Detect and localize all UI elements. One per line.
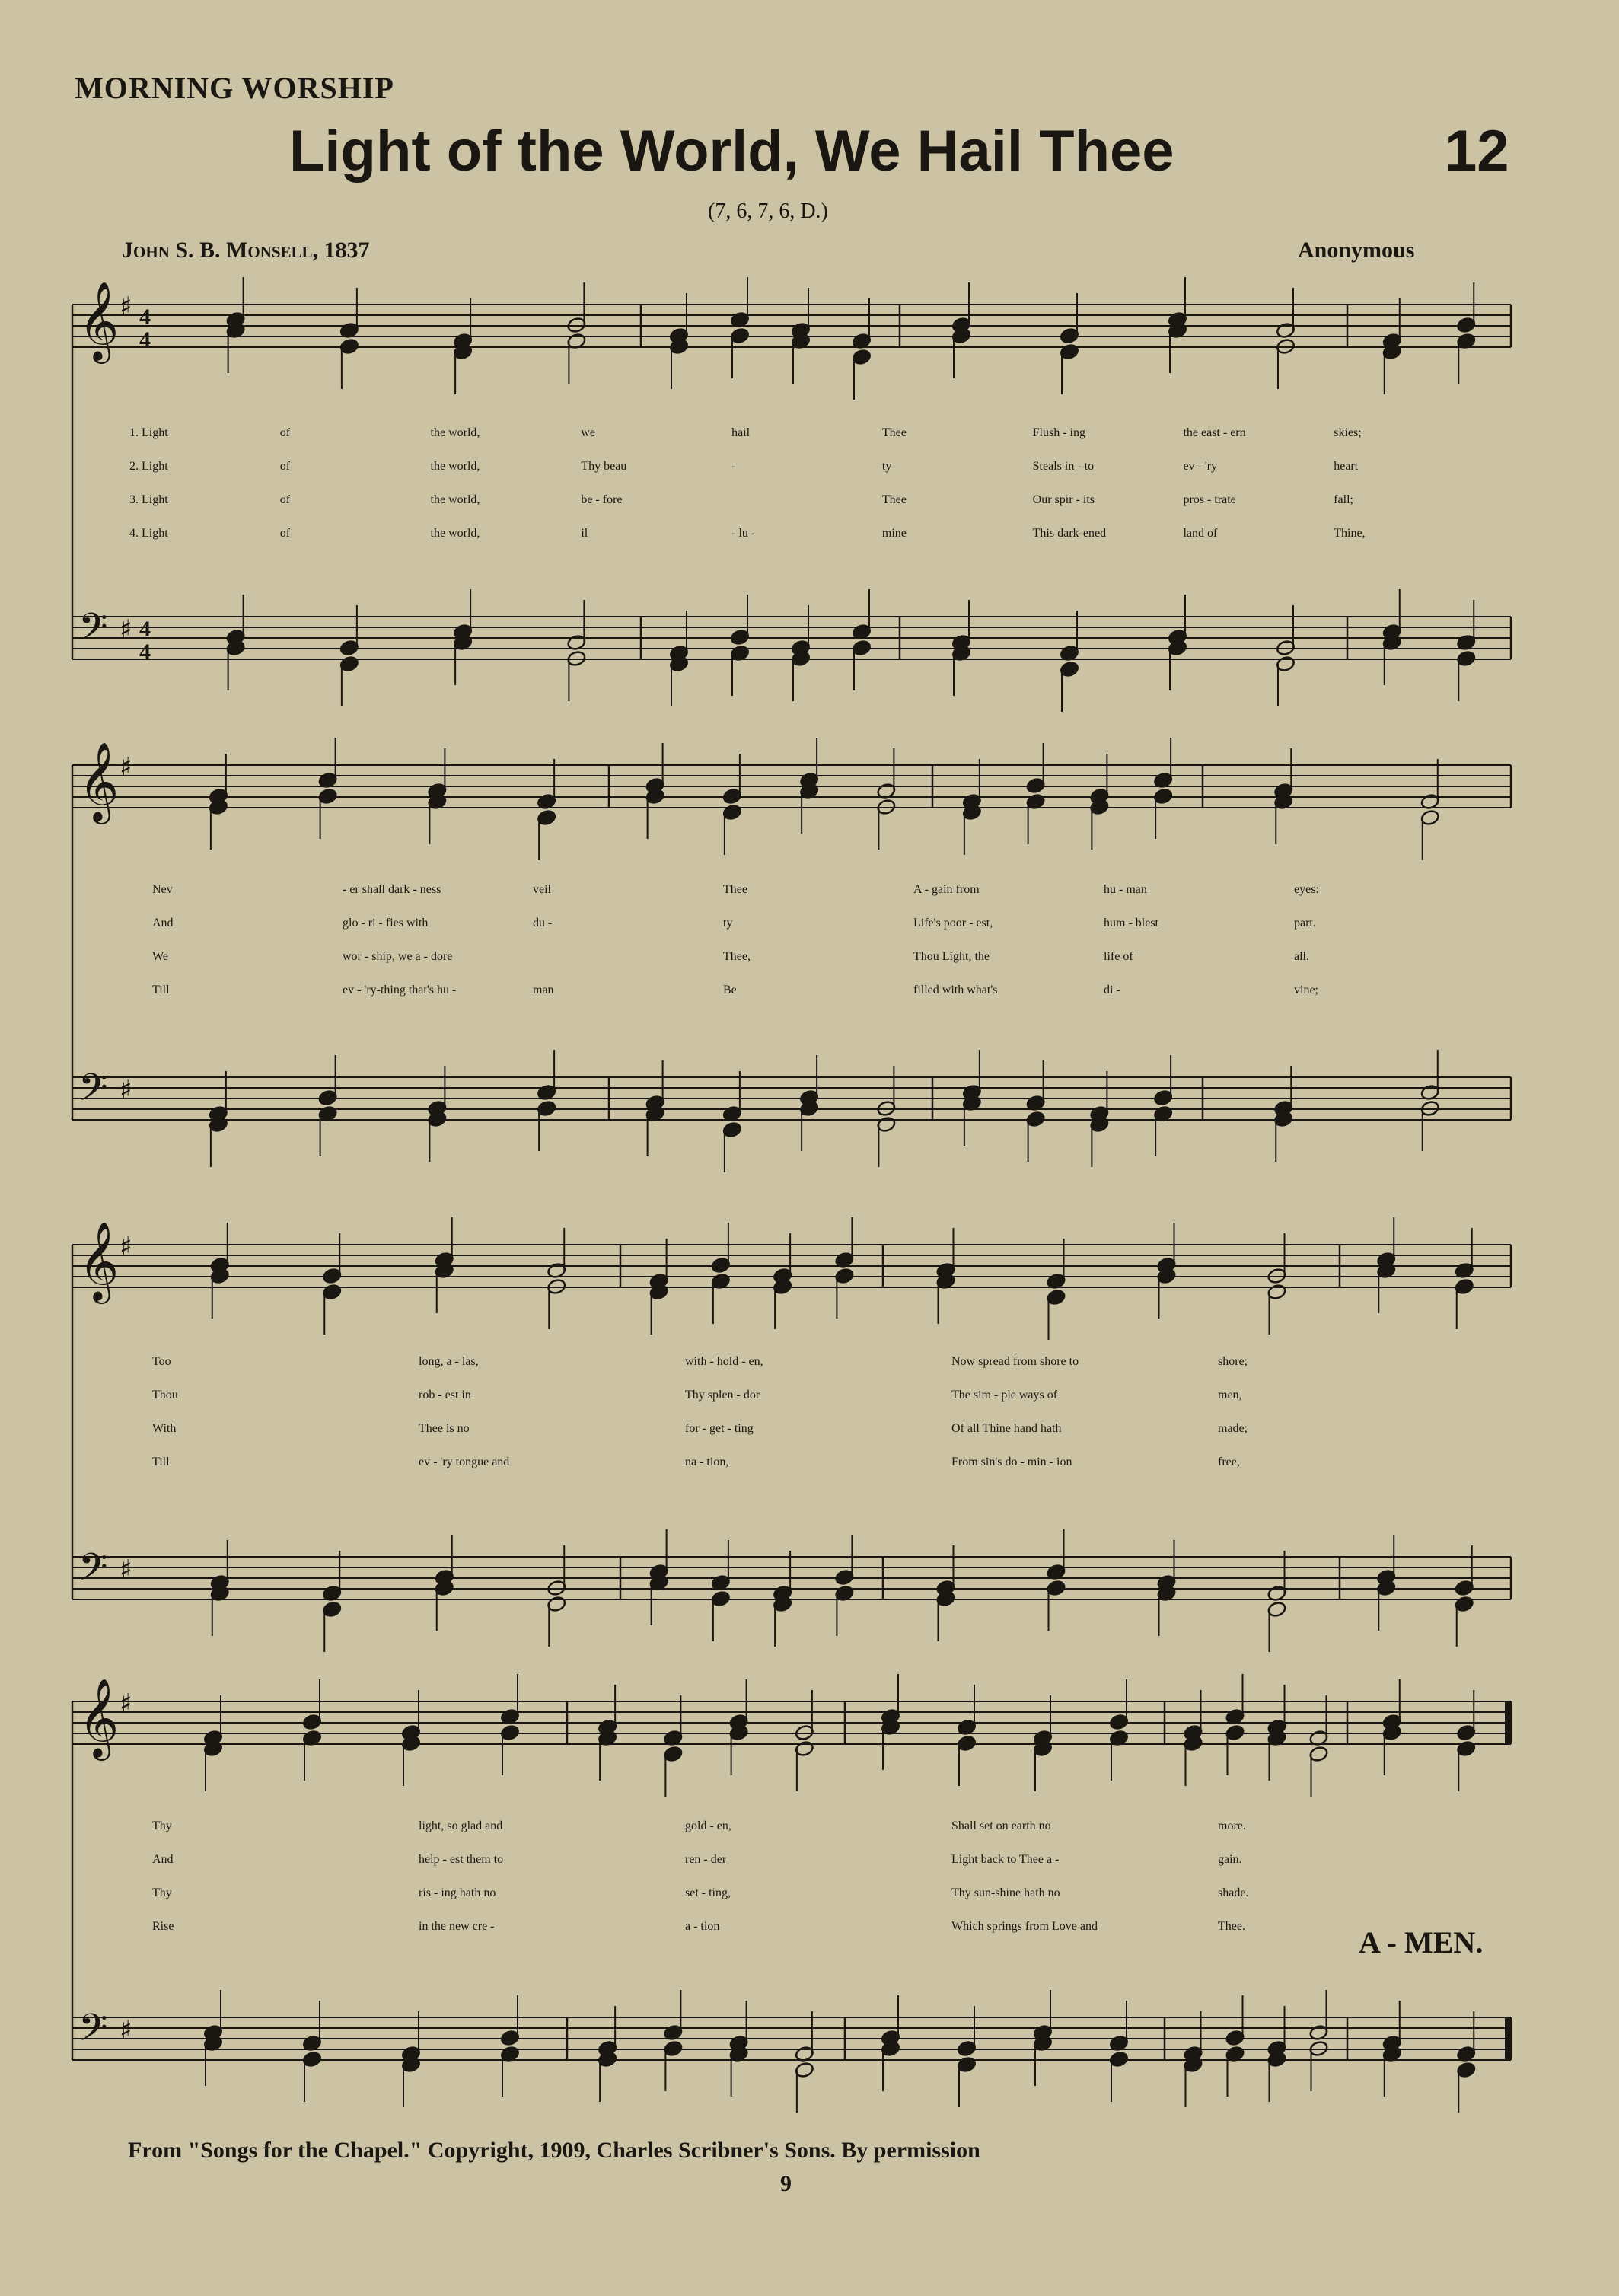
lyric-syllable: for - get - ting [685,1422,754,1435]
lyric-syllable: shade. [1218,1886,1249,1899]
time-signature: 4 [139,327,151,352]
lyric-syllable: help - est them to [419,1853,504,1866]
lyric-syllable: hail [731,426,751,439]
key-signature-sharp: ♯ [120,1555,132,1585]
lyric-syllable: Too [152,1355,171,1368]
lyric-syllable: 3. Light [129,493,168,506]
lyric-syllable: The sim - ple ways of [951,1389,1058,1402]
lyric-syllable: vine; [1294,984,1318,997]
lyric-syllable: Thee, [723,950,751,963]
lyric-syllable: Light back to Thee a - [951,1853,1060,1866]
lyric-syllable: Thou Light, the [913,950,990,963]
lyric-syllable: free, [1218,1456,1240,1468]
bass-clef: 𝄢 [78,605,108,659]
bass-clef: 𝄢 [78,1545,108,1599]
lyric-syllable: - lu - [731,527,756,540]
lyric-syllable: rob - est in [419,1389,471,1402]
lyric-syllable: we [581,426,595,439]
lyric-syllable: with - hold - en, [685,1355,763,1368]
lyric-syllable: long, a - las, [419,1355,479,1368]
lyric-syllable: This dark-ened [1032,527,1107,540]
lyric-syllable: Thine, [1334,527,1366,540]
lyric-syllable: in the new cre - [419,1920,495,1933]
lyric-syllable: the world, [430,460,480,473]
lyric-syllable: Thy [152,1886,172,1899]
lyric-syllable: filled with what's [913,984,998,997]
lyric-syllable: Steals in - to [1032,460,1095,473]
lyric-syllable: gain. [1218,1853,1242,1866]
lyric-syllable: Nev [152,883,173,896]
lyric-syllable: ev - 'ry tongue and [419,1456,510,1468]
key-signature-sharp: ♯ [120,1689,132,1719]
amen-text: A - MEN. [1359,1925,1484,1960]
lyric-syllable: Life's poor - est, [913,917,993,930]
lyric-syllable: hum - blest [1104,917,1158,930]
lyric-syllable: skies; [1334,426,1362,439]
lyric-syllable: And [152,1853,174,1866]
time-signature: 4 [139,305,151,330]
lyric-syllable: Which springs from Love and [951,1920,1098,1933]
lyric-syllable: Thee is no [419,1422,470,1435]
meter: (7, 6, 7, 6, D.) [708,199,828,223]
lyric-syllable: heart [1334,460,1359,473]
treble-clef: 𝄞 [78,1221,120,1301]
lyric-syllable: glo - ri - fies with [343,917,429,930]
lyric-syllable: of [279,426,291,439]
lyric-syllable: Of all Thine hand hath [951,1422,1062,1435]
hymn-title: Light of the World, We Hail Thee [289,119,1174,183]
key-signature-sharp: ♯ [120,1075,132,1105]
lyric-syllable: the world, [430,493,480,506]
lyric-syllable: life of [1104,950,1133,963]
key-signature-sharp: ♯ [120,752,132,783]
lyric-syllable: ty [723,917,733,930]
lyric-syllable: Thee [723,883,747,896]
lyric-syllable: Rise [152,1920,174,1933]
key-signature-sharp: ♯ [120,292,132,322]
lyric-syllable: more. [1218,1819,1246,1832]
bass-clef: 𝄢 [78,2006,108,2059]
treble-clef: 𝄞 [78,281,120,361]
lyric-syllable: all. [1294,950,1309,963]
lyric-syllable: From sin's do - min - ion [951,1456,1072,1468]
bass-clef: 𝄢 [78,1066,108,1119]
lyric-syllable: of [279,493,291,506]
lyric-syllable: a - tion [685,1920,720,1933]
lyric-syllable: Flush - ing [1032,426,1085,439]
treble-clef: 𝄞 [78,741,120,821]
lyric-syllable: land of [1183,527,1218,540]
lyric-syllable: - [731,460,736,473]
lyric-syllable: the world, [430,426,480,439]
final-barline [1505,1701,1511,1744]
lyric-syllable: mine [881,527,907,540]
lyric-syllable: Till [152,984,170,997]
lyric-syllable: hu - man [1104,883,1147,896]
lyric-syllable: shore; [1218,1355,1248,1368]
lyric-syllable: And [152,917,174,930]
lyric-syllable: ren - der [685,1853,727,1866]
lyric-syllable: Be [723,984,737,997]
lyric-syllable: Thy [152,1819,172,1832]
lyric-syllable: set - ting, [685,1886,731,1899]
lyric-syllable: A - gain from [913,883,980,896]
lyric-syllable: Thee. [1218,1920,1245,1933]
lyric-syllable: the world, [430,527,480,540]
lyric-syllable: ev - 'ry [1183,460,1218,473]
lyric-syllable: du - [533,917,553,930]
time-signature: 4 [139,639,151,665]
lyric-syllable: 2. Light [129,460,168,473]
lyric-syllable: pros - trate [1183,493,1236,506]
lyric-syllable: men, [1218,1389,1242,1402]
lyric-syllable: ty [881,460,892,473]
treble-clef: 𝄞 [78,1678,120,1758]
lyric-syllable: Thee [881,426,907,439]
lyric-syllable: wor - ship, we a - dore [343,950,453,963]
lyric-syllable: na - tion, [685,1456,729,1468]
lyric-syllable: il [581,527,588,540]
author: John S. B. Monsell, 1837 [122,238,370,263]
lyric-syllable: Thy sun-shine hath no [951,1886,1060,1899]
lyric-syllable: light, so glad and [419,1819,503,1832]
lyric-syllable: ris - ing hath no [419,1886,496,1899]
lyric-syllable: be - fore [581,493,623,506]
lyric-syllable: gold - en, [685,1819,731,1832]
lyric-syllable: eyes: [1294,883,1319,896]
lyric-syllable: Till [152,1456,170,1468]
lyric-syllable: Shall set on earth no [951,1819,1051,1832]
key-signature-sharp: ♯ [120,614,132,645]
hymn-number: 12 [1445,119,1509,183]
lyric-syllable: 4. Light [129,527,168,540]
lyric-syllable: di - [1104,984,1120,997]
lyric-syllable: fall; [1334,493,1353,506]
lyric-syllable: of [279,527,291,540]
lyric-syllable: made; [1218,1422,1248,1435]
lyric-syllable: Now spread from shore to [951,1355,1079,1368]
lyric-syllable: ev - 'ry-thing that's hu - [343,984,457,997]
lyric-syllable: Our spir - its [1032,493,1095,506]
section-label: MORNING WORSHIP [75,71,394,105]
copyright-footer: From "Songs for the Chapel." Copyright, 1909, Charles Scribner's Sons. By permission [128,2138,980,2163]
lyric-syllable: Thee [881,493,907,506]
lyric-syllable: - er shall dark - ness [343,883,441,896]
time-signature: 4 [139,617,151,642]
lyric-syllable: Thy beau [581,460,627,473]
page-number: 9 [780,2171,792,2196]
lyric-syllable: the east - ern [1183,426,1246,439]
lyric-syllable: Thy splen - dor [685,1389,760,1402]
lyric-syllable: of [279,460,291,473]
lyric-syllable: veil [533,883,551,896]
lyric-syllable: With [152,1422,177,1435]
lyric-syllable: We [152,950,168,963]
final-barline [1505,2017,1511,2060]
lyric-syllable: part. [1294,917,1316,930]
lyric-syllable: Thou [152,1389,178,1402]
lyric-syllable: 1. Light [129,426,168,439]
key-signature-sharp: ♯ [120,1232,132,1262]
lyric-syllable: man [533,984,554,997]
key-signature-sharp: ♯ [120,2015,132,2046]
composer: Anonymous [1298,238,1415,263]
